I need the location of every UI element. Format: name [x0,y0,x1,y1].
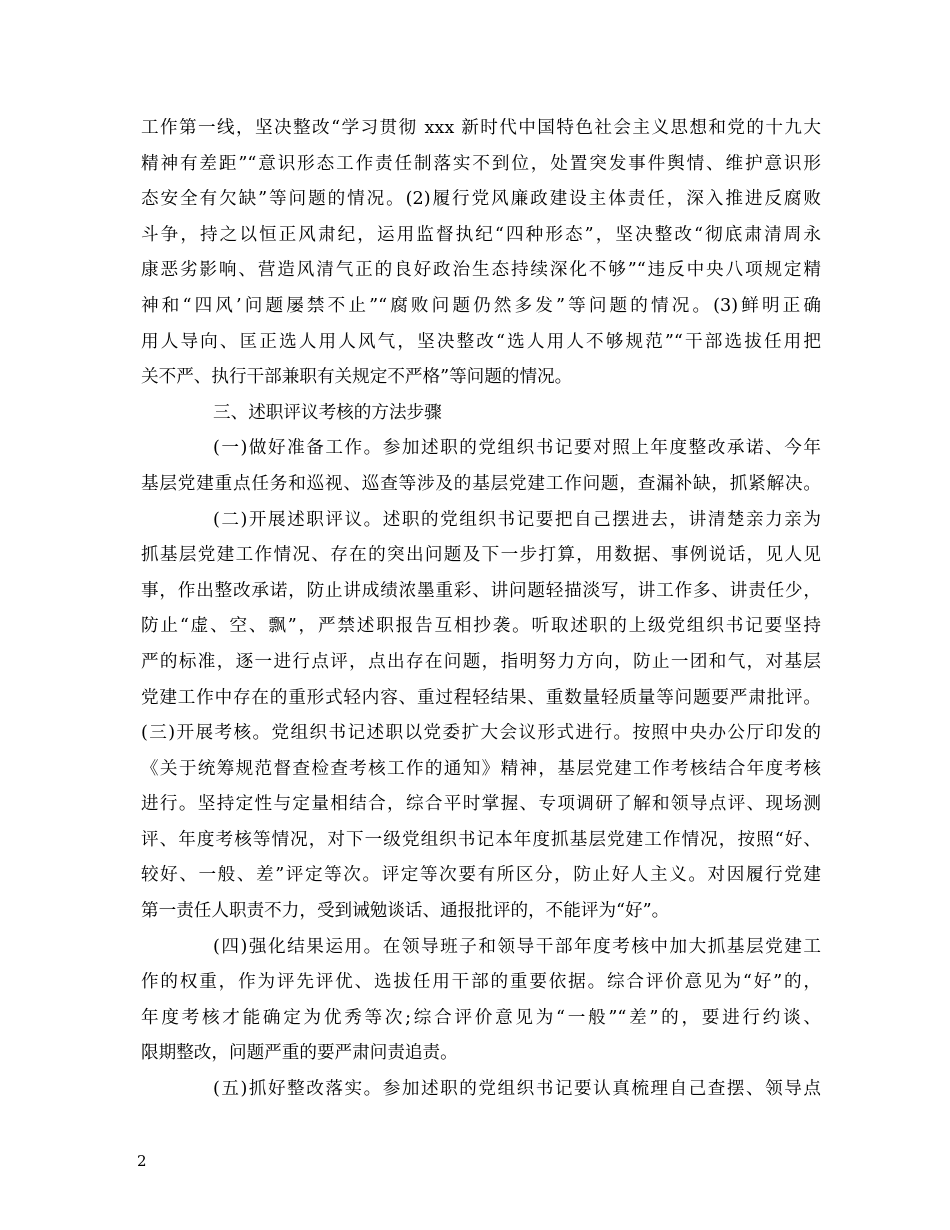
text-line: 斗争，持之以恒正风肃纪，运用监督执纪“四种形态”，坚决整改“彻底肃清周永 [141,224,821,245]
text-line: 党建工作中存在的重形式轻内容、重过程轻结果、重数量轻质量等问题要严肃批评。 [141,687,821,708]
text-line: 抓基层党建工作情况、存在的突出问题及下一步打算，用数据、事例说话，见人见 [141,545,821,566]
text-line: (二)开展述职评议。述职的党组织书记要把自己摆进去，讲清楚亲力亲为 [213,509,821,530]
text-line: 工作第一线，坚决整改“学习贯彻 xxx 新时代中国特色社会主义思想和党的十九大 [141,118,821,138]
text-line: 康恶劣影响、营造风清气正的良好政治生态持续深化不够”“违反中央八项规定精 [141,260,821,281]
text-line: (五)抓好整改落实。参加述职的党组织书记要认真梳理自己查摆、领导点 [213,1079,821,1100]
text-line: 基层党建重点任务和巡视、巡查等涉及的基层党建工作问题，查漏补缺，抓紧解决。 [141,473,821,494]
text-line: 第一责任人职责不力，受到诫勉谈话、通报批评的，不能评为“好”。 [141,901,670,922]
text-line: 年度考核才能确定为优秀等次;综合评价意见为“一般”“差”的，要进行约谈、 [141,1007,821,1028]
text-line: 严的标准，逐一进行点评，点出存在问题，指明努力方向，防止一团和气，对基层 [141,651,821,672]
text-line: 关不严、执行干部兼职有关规定不严格”等问题的情况。 [141,367,573,388]
text-line: 限期整改，问题严重的要严肃问责追责。 [141,1043,458,1064]
text-line: 三、述职评议考核的方法步骤 [213,402,442,423]
text-line: 评、年度考核等情况，对下一级党组织书记本年度抓基层党建工作情况，按照“好、 [141,829,821,850]
page-number: 2 [137,1152,147,1170]
text-line: 精神有差距”“意识形态工作责任制落实不到位，处置突发事件舆情、维护意识形 [141,153,821,174]
text-line: (三)开展考核。党组织书记述职以党委扩大会议形式进行。按照中央办公厅印发的 [141,723,821,744]
text-line: (四)强化结果运用。在领导班子和领导干部年度考核中加大抓基层党建工 [213,936,821,957]
text-line: 事，作出整改承诺，防止讲成绩浓墨重彩、讲问题轻描淡写，讲工作多、讲责任少， [141,580,821,601]
text-line: (一)做好准备工作。参加述职的党组织书记要对照上年度整改承诺、今年 [213,438,821,459]
text-line: 作的权重，作为评先评优、选拔任用干部的重要依据。综合评价意见为“好”的， [141,972,821,993]
text-line: 用人导向、匡正选人用人风气，坚决整改“选人用人不够规范”“干部选拔任用把 [141,331,821,352]
document-body [141,111,821,1108]
text-line: 《关于统筹规范督查检查考核工作的通知》精神，基层党建工作考核结合年度考核 [141,758,821,779]
text-line: 进行。坚持定性与定量相结合，综合平时掌握、专项调研了解和领导点评、现场测 [141,794,821,815]
text-line: 神和“四风’问题屡禁不止”“腐败问题仍然多发”等问题的情况。(3)鲜明正确 [141,295,821,316]
text-line: 较好、一般、差”评定等次。评定等次要有所区分，防止好人主义。对因履行党建 [141,865,821,886]
text-line: 态安全有欠缺”等问题的情况。(2)履行党风廉政建设主体责任，深入推进反腐败 [141,189,821,210]
text-line: 防止“虚、空、飘”，严禁述职报告互相抄袭。听取述职的上级党组织书记要坚持 [141,616,821,637]
